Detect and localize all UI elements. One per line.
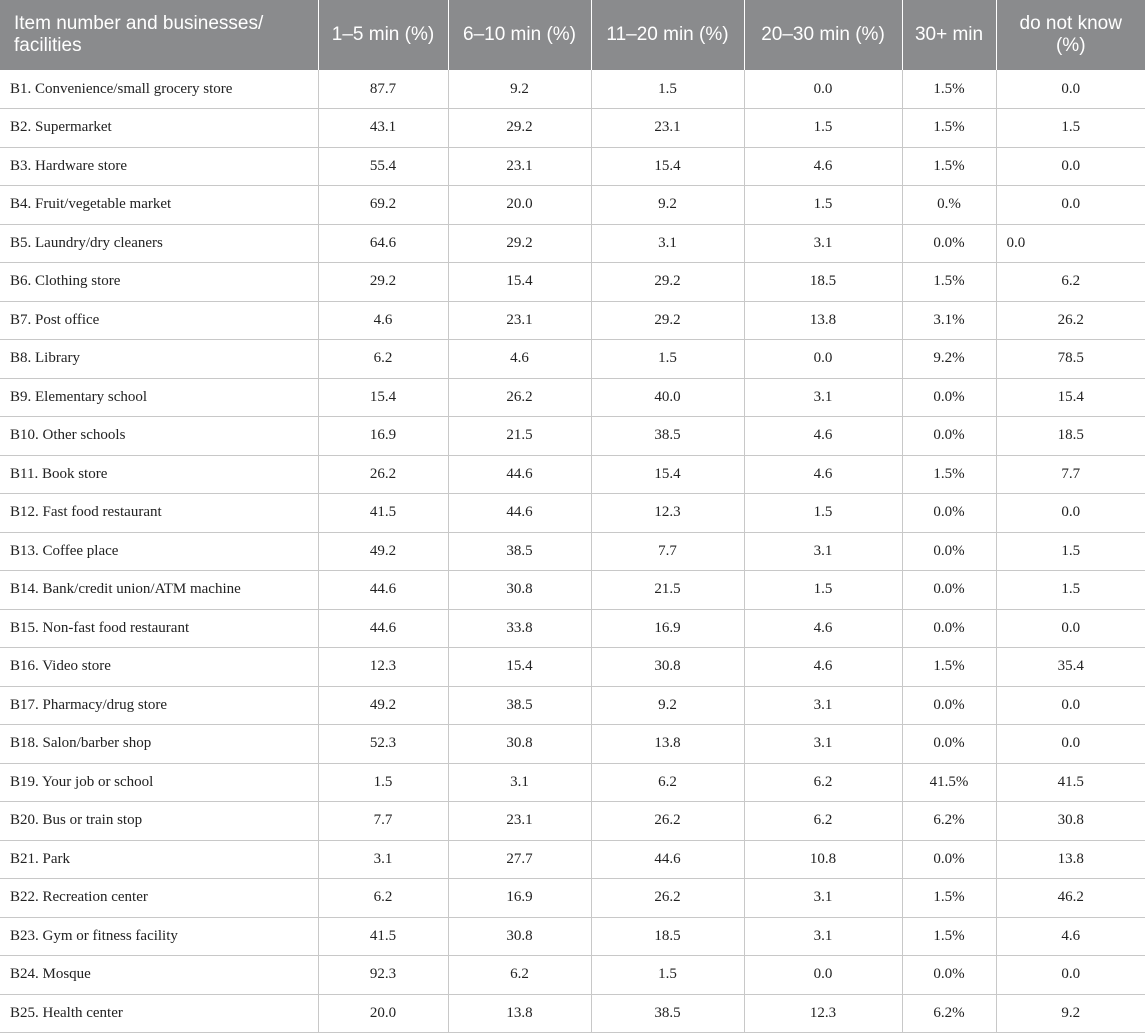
- value-20-30-min: 4.6: [744, 417, 902, 456]
- value-1-5-min: 15.4: [318, 378, 448, 417]
- value-11-20-min: 18.5: [591, 917, 744, 956]
- value-do-not-know: 46.2: [996, 879, 1145, 918]
- table-row: [0, 378, 1145, 417]
- value-11-20-min: 6.2: [591, 763, 744, 802]
- table-row: [0, 686, 1145, 725]
- value-do-not-know: 7.7: [996, 455, 1145, 494]
- value-20-30-min: 1.5: [744, 186, 902, 225]
- value-11-20-min: 1.5: [591, 340, 744, 379]
- table-row: [0, 571, 1145, 610]
- value-30-plus-min: 0.0%: [902, 956, 996, 995]
- value-6-10-min: 38.5: [448, 532, 591, 571]
- value-1-5-min: 12.3: [318, 648, 448, 687]
- value-11-20-min: 29.2: [591, 301, 744, 340]
- value-11-20-min: 29.2: [591, 263, 744, 302]
- value-do-not-know: 0.0: [996, 186, 1145, 225]
- value-20-30-min: 1.5: [744, 109, 902, 148]
- value-6-10-min: 13.8: [448, 994, 591, 1033]
- value-6-10-min: 29.2: [448, 109, 591, 148]
- value-11-20-min: 38.5: [591, 417, 744, 456]
- table-row: [0, 840, 1145, 879]
- table-row: [0, 609, 1145, 648]
- table-row: [0, 263, 1145, 302]
- value-11-20-min: 12.3: [591, 494, 744, 533]
- value-do-not-know: 18.5: [996, 417, 1145, 456]
- item-name: B20. Bus or train stop: [0, 802, 318, 841]
- value-6-10-min: 29.2: [448, 224, 591, 263]
- table-row: [0, 147, 1145, 186]
- value-1-5-min: 26.2: [318, 455, 448, 494]
- value-6-10-min: 44.6: [448, 494, 591, 533]
- value-do-not-know: 1.5: [996, 571, 1145, 610]
- value-6-10-min: 15.4: [448, 263, 591, 302]
- value-11-20-min: 15.4: [591, 147, 744, 186]
- table-row: [0, 301, 1145, 340]
- value-1-5-min: 64.6: [318, 224, 448, 263]
- value-11-20-min: 13.8: [591, 725, 744, 764]
- value-do-not-know: 0.0: [996, 956, 1145, 995]
- value-30-plus-min: 6.2%: [902, 994, 996, 1033]
- value-1-5-min: 16.9: [318, 417, 448, 456]
- item-name: B19. Your job or school: [0, 763, 318, 802]
- table-row: [0, 224, 1145, 263]
- header-6-10-min: 6–10 min (%): [448, 0, 591, 70]
- value-30-plus-min: 1.5%: [902, 109, 996, 148]
- value-do-not-know: 30.8: [996, 802, 1145, 841]
- value-11-20-min: 9.2: [591, 186, 744, 225]
- item-name: B1. Convenience/small grocery store: [0, 70, 318, 109]
- value-1-5-min: 92.3: [318, 956, 448, 995]
- value-6-10-min: 23.1: [448, 802, 591, 841]
- value-30-plus-min: 6.2%: [902, 802, 996, 841]
- value-11-20-min: 30.8: [591, 648, 744, 687]
- value-11-20-min: 3.1: [591, 224, 744, 263]
- value-30-plus-min: 1.5%: [902, 147, 996, 186]
- value-30-plus-min: 0.0%: [902, 725, 996, 764]
- value-20-30-min: 4.6: [744, 648, 902, 687]
- value-6-10-min: 9.2: [448, 70, 591, 109]
- header-11-20-min: 11–20 min (%): [591, 0, 744, 70]
- value-11-20-min: 44.6: [591, 840, 744, 879]
- value-11-20-min: 16.9: [591, 609, 744, 648]
- item-name: B14. Bank/credit union/ATM machine: [0, 571, 318, 610]
- value-30-plus-min: 0.0%: [902, 532, 996, 571]
- value-11-20-min: 26.2: [591, 802, 744, 841]
- item-name: B15. Non-fast food restaurant: [0, 609, 318, 648]
- value-30-plus-min: 1.5%: [902, 70, 996, 109]
- value-20-30-min: 0.0: [744, 70, 902, 109]
- value-6-10-min: 38.5: [448, 686, 591, 725]
- item-name: B4. Fruit/vegetable market: [0, 186, 318, 225]
- value-11-20-min: 38.5: [591, 994, 744, 1033]
- value-30-plus-min: 0.0%: [902, 224, 996, 263]
- value-6-10-min: 23.1: [448, 301, 591, 340]
- table-row: [0, 802, 1145, 841]
- value-6-10-min: 26.2: [448, 378, 591, 417]
- value-1-5-min: 44.6: [318, 609, 448, 648]
- value-1-5-min: 52.3: [318, 725, 448, 764]
- header-do-not-know: do not know (%): [996, 0, 1145, 70]
- value-1-5-min: 55.4: [318, 147, 448, 186]
- value-20-30-min: 4.6: [744, 147, 902, 186]
- value-do-not-know: 0.0: [996, 725, 1145, 764]
- value-20-30-min: 0.0: [744, 956, 902, 995]
- table-row: [0, 725, 1145, 764]
- value-20-30-min: 10.8: [744, 840, 902, 879]
- value-do-not-know: 4.6: [996, 917, 1145, 956]
- item-name: B25. Health center: [0, 994, 318, 1033]
- item-name: B24. Mosque: [0, 956, 318, 995]
- value-do-not-know: 6.2: [996, 263, 1145, 302]
- item-name: B6. Clothing store: [0, 263, 318, 302]
- value-do-not-know: 35.4: [996, 648, 1145, 687]
- value-1-5-min: 3.1: [318, 840, 448, 879]
- value-11-20-min: 1.5: [591, 956, 744, 995]
- value-20-30-min: 1.5: [744, 494, 902, 533]
- value-30-plus-min: 1.5%: [902, 263, 996, 302]
- value-30-plus-min: 1.5%: [902, 648, 996, 687]
- table-row: [0, 455, 1145, 494]
- table-row: [0, 956, 1145, 995]
- value-do-not-know: 26.2: [996, 301, 1145, 340]
- value-30-plus-min: 0.0%: [902, 571, 996, 610]
- value-20-30-min: 18.5: [744, 263, 902, 302]
- value-30-plus-min: 0.0%: [902, 417, 996, 456]
- value-20-30-min: 3.1: [744, 917, 902, 956]
- value-30-plus-min: 0.0%: [902, 494, 996, 533]
- value-11-20-min: 23.1: [591, 109, 744, 148]
- value-6-10-min: 30.8: [448, 917, 591, 956]
- table-row: [0, 417, 1145, 456]
- header-item: Item number and businesses/ facilities: [0, 0, 318, 70]
- value-30-plus-min: 3.1%: [902, 301, 996, 340]
- value-30-plus-min: 1.5%: [902, 917, 996, 956]
- value-do-not-know: 0.0: [996, 686, 1145, 725]
- item-name: B23. Gym or fitness facility: [0, 917, 318, 956]
- value-20-30-min: 13.8: [744, 301, 902, 340]
- value-1-5-min: 41.5: [318, 917, 448, 956]
- value-20-30-min: 3.1: [744, 378, 902, 417]
- value-6-10-min: 15.4: [448, 648, 591, 687]
- value-20-30-min: 3.1: [744, 725, 902, 764]
- value-6-10-min: 33.8: [448, 609, 591, 648]
- item-name: B12. Fast food restaurant: [0, 494, 318, 533]
- value-11-20-min: 40.0: [591, 378, 744, 417]
- value-do-not-know: 0.0: [996, 70, 1145, 109]
- value-1-5-min: 20.0: [318, 994, 448, 1033]
- table-body: [0, 70, 1145, 1033]
- item-name: B16. Video store: [0, 648, 318, 687]
- header-1-5-min: 1–5 min (%): [318, 0, 448, 70]
- value-20-30-min: 3.1: [744, 224, 902, 263]
- value-do-not-know: 0.0: [996, 609, 1145, 648]
- value-30-plus-min: 0.0%: [902, 378, 996, 417]
- value-1-5-min: 49.2: [318, 532, 448, 571]
- value-20-30-min: 0.0: [744, 340, 902, 379]
- value-do-not-know: 41.5: [996, 763, 1145, 802]
- value-11-20-min: 21.5: [591, 571, 744, 610]
- value-20-30-min: 6.2: [744, 802, 902, 841]
- value-20-30-min: 3.1: [744, 532, 902, 571]
- value-6-10-min: 21.5: [448, 417, 591, 456]
- item-name: B5. Laundry/dry cleaners: [0, 224, 318, 263]
- value-do-not-know: 0.0: [996, 224, 1145, 263]
- value-30-plus-min: 41.5%: [902, 763, 996, 802]
- item-name: B22. Recreation center: [0, 879, 318, 918]
- table-row: [0, 340, 1145, 379]
- value-do-not-know: 13.8: [996, 840, 1145, 879]
- header-30-plus-min: 30+ min: [902, 0, 996, 70]
- value-1-5-min: 44.6: [318, 571, 448, 610]
- value-6-10-min: 30.8: [448, 725, 591, 764]
- table-row: [0, 186, 1145, 225]
- value-20-30-min: 3.1: [744, 879, 902, 918]
- item-name: B13. Coffee place: [0, 532, 318, 571]
- value-30-plus-min: 0.%: [902, 186, 996, 225]
- value-1-5-min: 41.5: [318, 494, 448, 533]
- value-do-not-know: 0.0: [996, 147, 1145, 186]
- table-row: [0, 648, 1145, 687]
- value-30-plus-min: 0.0%: [902, 686, 996, 725]
- item-name: B9. Elementary school: [0, 378, 318, 417]
- value-6-10-min: 44.6: [448, 455, 591, 494]
- value-11-20-min: 15.4: [591, 455, 744, 494]
- value-11-20-min: 1.5: [591, 70, 744, 109]
- value-20-30-min: 4.6: [744, 609, 902, 648]
- value-6-10-min: 4.6: [448, 340, 591, 379]
- table-row: [0, 494, 1145, 533]
- value-6-10-min: 3.1: [448, 763, 591, 802]
- value-6-10-min: 16.9: [448, 879, 591, 918]
- value-do-not-know: 15.4: [996, 378, 1145, 417]
- value-1-5-min: 29.2: [318, 263, 448, 302]
- value-1-5-min: 1.5: [318, 763, 448, 802]
- value-do-not-know: 9.2: [996, 994, 1145, 1033]
- table-row: [0, 879, 1145, 918]
- value-do-not-know: 1.5: [996, 109, 1145, 148]
- value-1-5-min: 6.2: [318, 340, 448, 379]
- item-name: B11. Book store: [0, 455, 318, 494]
- header-row: [0, 0, 1145, 70]
- value-11-20-min: 7.7: [591, 532, 744, 571]
- value-30-plus-min: 0.0%: [902, 840, 996, 879]
- table-row: [0, 994, 1145, 1033]
- table-row: [0, 763, 1145, 802]
- value-6-10-min: 30.8: [448, 571, 591, 610]
- value-20-30-min: 3.1: [744, 686, 902, 725]
- item-name: B8. Library: [0, 340, 318, 379]
- value-do-not-know: 78.5: [996, 340, 1145, 379]
- value-1-5-min: 43.1: [318, 109, 448, 148]
- value-30-plus-min: 1.5%: [902, 879, 996, 918]
- value-6-10-min: 6.2: [448, 956, 591, 995]
- value-11-20-min: 26.2: [591, 879, 744, 918]
- value-6-10-min: 20.0: [448, 186, 591, 225]
- item-name: B10. Other schools: [0, 417, 318, 456]
- value-6-10-min: 23.1: [448, 147, 591, 186]
- item-name: B21. Park: [0, 840, 318, 879]
- value-30-plus-min: 9.2%: [902, 340, 996, 379]
- value-30-plus-min: 0.0%: [902, 609, 996, 648]
- item-name: B7. Post office: [0, 301, 318, 340]
- table-row: [0, 917, 1145, 956]
- value-6-10-min: 27.7: [448, 840, 591, 879]
- table-row: [0, 70, 1145, 109]
- table-row: [0, 109, 1145, 148]
- item-name: B3. Hardware store: [0, 147, 318, 186]
- value-1-5-min: 69.2: [318, 186, 448, 225]
- item-name: B17. Pharmacy/drug store: [0, 686, 318, 725]
- item-name: B18. Salon/barber shop: [0, 725, 318, 764]
- value-20-30-min: 12.3: [744, 994, 902, 1033]
- value-1-5-min: 6.2: [318, 879, 448, 918]
- header-20-30-min: 20–30 min (%): [744, 0, 902, 70]
- value-1-5-min: 87.7: [318, 70, 448, 109]
- value-30-plus-min: 1.5%: [902, 455, 996, 494]
- item-name: B2. Supermarket: [0, 109, 318, 148]
- value-20-30-min: 4.6: [744, 455, 902, 494]
- value-do-not-know: 0.0: [996, 494, 1145, 533]
- value-1-5-min: 4.6: [318, 301, 448, 340]
- value-11-20-min: 9.2: [591, 686, 744, 725]
- value-do-not-know: 1.5: [996, 532, 1145, 571]
- value-1-5-min: 7.7: [318, 802, 448, 841]
- value-20-30-min: 6.2: [744, 763, 902, 802]
- value-1-5-min: 49.2: [318, 686, 448, 725]
- value-20-30-min: 1.5: [744, 571, 902, 610]
- table-row: [0, 532, 1145, 571]
